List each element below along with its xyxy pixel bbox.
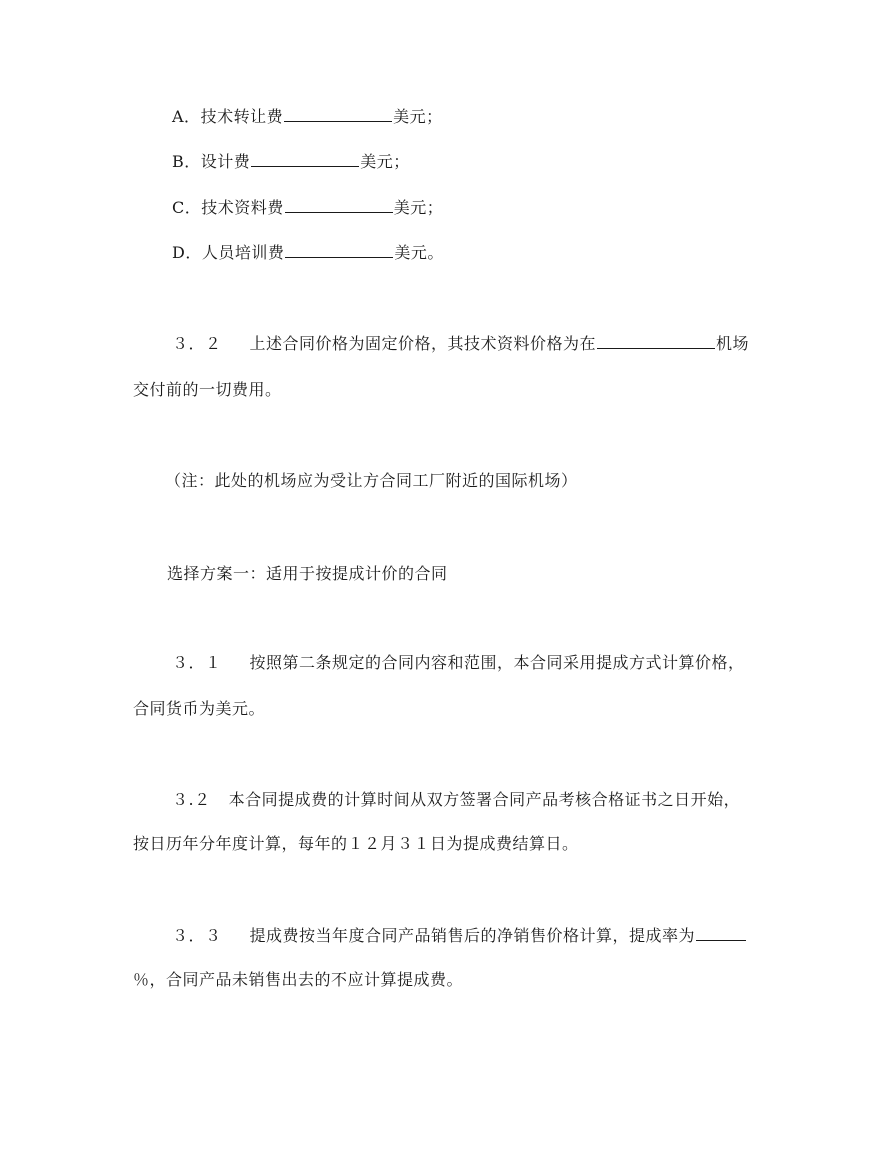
- note-text: （注：此处的机场应为受让方合同工厂附近的国际机场）: [165, 471, 578, 490]
- clause-number: ３．２: [172, 334, 222, 353]
- fee-item-marker: B．: [172, 152, 201, 171]
- fee-item-marker: C．: [172, 198, 202, 217]
- clause-text: 按日历年分年度计算，每年的１２月３１日为提成费结算日。: [133, 834, 579, 853]
- fee-item-label: 技术转让费: [200, 107, 284, 126]
- fill-in-blank[interactable]: [284, 107, 392, 122]
- clause-number: ３．３: [172, 926, 222, 945]
- option-heading: [167, 564, 448, 584]
- fee-item-unit: 美元；: [360, 152, 410, 171]
- fee-item-unit: 美元；: [393, 107, 443, 126]
- fee-item-marker: D．: [172, 243, 202, 262]
- fee-item-label: 设计费: [200, 152, 251, 171]
- clause-3-2-fixed-line1: [172, 334, 749, 354]
- clause-3-3-line1: [172, 926, 747, 946]
- clause-text: ％，合同产品未销售出去的不应计算提成费。: [133, 970, 464, 989]
- fee-item-d: [172, 243, 444, 263]
- fee-item-c: [172, 198, 443, 218]
- clause-3-2-royalty-line1: [172, 790, 740, 810]
- fill-in-blank[interactable]: [285, 198, 393, 213]
- fee-item-unit: 美元。: [394, 243, 444, 262]
- fill-in-blank[interactable]: [696, 926, 746, 941]
- fee-item-marker: A．: [172, 107, 201, 126]
- note-paragraph: [165, 471, 578, 491]
- clause-text: 按照第二条规定的合同内容和范围，本合同采用提成方式计算价格，: [249, 653, 745, 672]
- fee-item-b: [172, 152, 410, 172]
- fill-in-blank[interactable]: [285, 243, 393, 258]
- fee-item-unit: 美元；: [393, 198, 444, 217]
- clause-3-3-line2: [133, 970, 463, 990]
- clause-number: ３．１: [172, 653, 222, 672]
- clause-text: 机场: [716, 334, 750, 353]
- clause-3-2-royalty-line2: [133, 834, 579, 854]
- fill-in-blank[interactable]: [251, 152, 359, 167]
- clause-text: 本合同提成费的计算时间从双方签署合同产品考核合格证书之日开始，: [228, 790, 741, 809]
- clause-3-1-line2: [133, 699, 265, 719]
- fee-item-label: 技术资料费: [201, 198, 284, 217]
- clause-text: 交付前的一切费用。: [133, 380, 282, 399]
- clause-3-2-fixed-line2: [133, 380, 282, 400]
- fee-item-label: 人员培训费: [201, 243, 285, 262]
- clause-number: ３.２: [172, 790, 211, 809]
- clause-text: 合同货币为美元。: [133, 699, 266, 718]
- fee-item-a: [172, 107, 443, 127]
- option-heading-text: 选择方案一：适用于按提成计价的合同: [167, 564, 448, 583]
- fill-in-blank[interactable]: [597, 334, 715, 349]
- clause-3-1-line1: [172, 653, 745, 673]
- clause-text: 提成费按当年度合同产品销售后的净销售价格计算，提成率为: [249, 926, 696, 945]
- clause-text: 上述合同价格为固定价格，其技术资料价格为在: [249, 334, 597, 353]
